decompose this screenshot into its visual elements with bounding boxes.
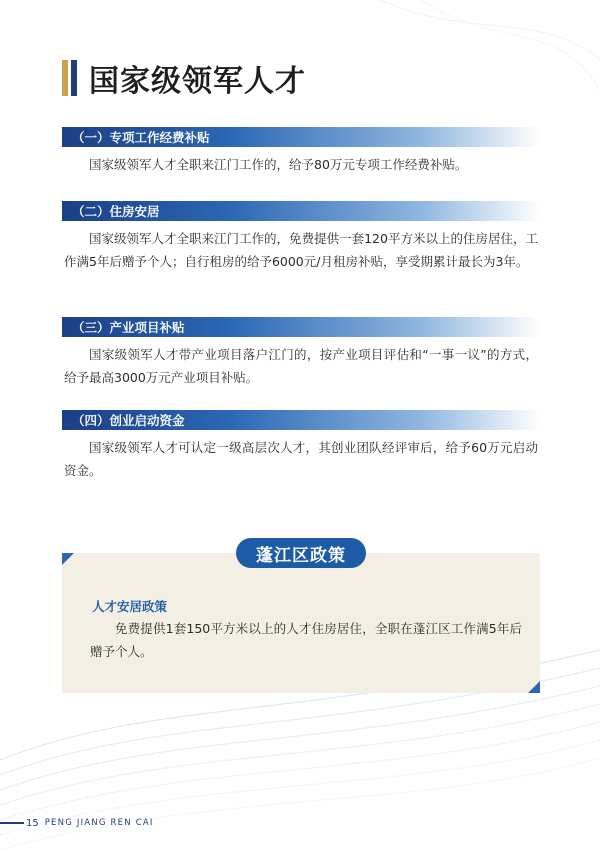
page-title-text: 国家级领军人才: [89, 64, 306, 99]
section-industry-subsidy: [62, 317, 540, 389]
title-accent-bar-gold: [62, 60, 68, 96]
policy-pill-label: 蓬江区政策: [236, 538, 366, 568]
section-heading: （一）专项工作经费补贴: [62, 127, 540, 147]
section-body: 国家级领军人才全职来江门工作的，给予80万元专项工作经费补贴。: [89, 157, 468, 172]
section-body: 国家级领军人才带产业项目落户江门的，按产业项目评估和“一事一议”的方式，给予最高3000万元产业项目补贴。: [64, 347, 538, 385]
footer-rule: [0, 822, 24, 824]
footer-text: PENG JIANG REN CAI: [44, 818, 154, 828]
corner-triangle-icon: [528, 681, 540, 693]
policy-body: 免费提供1套150平方米以上的人才住房居住，全职在蓬江区工作满5年后赠予个人。: [90, 621, 522, 659]
pengjiang-policy-box: [62, 553, 540, 693]
title-accent-bar-navy: [71, 60, 77, 96]
section-heading: （二）住房安居: [62, 201, 540, 221]
page-number: 15: [26, 817, 39, 829]
section-housing: [62, 201, 540, 273]
section-startup-funds: [62, 410, 540, 482]
section-body: 国家级领军人才全职来江门工作的，免费提供一套120平方米以上的住房居住，工作满5年后赠予个人；自行租房的给予6000元/月租房补贴，享受期累计最长为3年。: [64, 231, 538, 269]
section-heading: （三）产业项目补贴: [62, 317, 540, 337]
page-title: [62, 58, 306, 98]
section-heading: （四）创业启动资金: [62, 410, 540, 430]
page-footer: [0, 816, 154, 830]
section-work-funding: [62, 127, 540, 176]
section-body: 国家级领军人才可认定一级高层次人才，其创业团队经评审后，给予60万元启动资金。: [64, 440, 538, 478]
corner-triangle-icon: [62, 553, 74, 565]
policy-subtitle: 人才安居政策: [92, 599, 168, 614]
